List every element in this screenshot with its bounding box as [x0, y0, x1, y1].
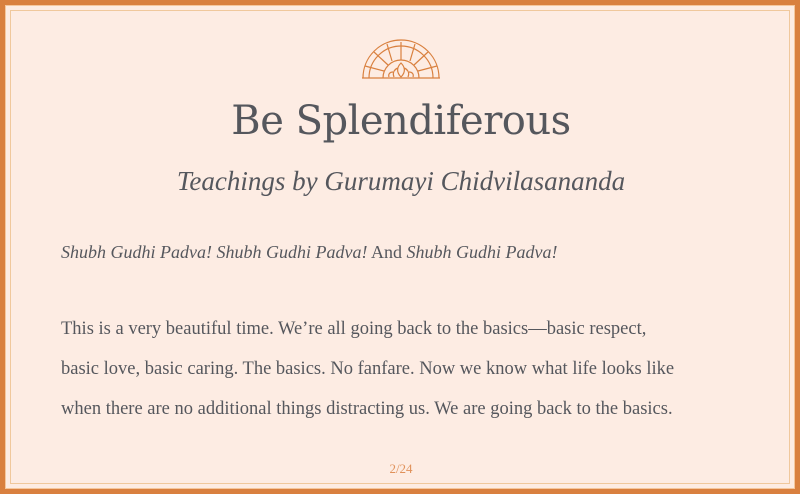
page-number: 2/24	[389, 461, 413, 476]
greeting-part-3: Shubh Gudhi Padva!	[406, 242, 558, 262]
greeting-part-2: Shubh Gudhi Padva!	[216, 242, 368, 262]
sunrise-lotus-emblem-icon	[361, 39, 441, 79]
slide-page	[5, 5, 795, 489]
body-line-3: when there are no additional things distracting us. We are going back to the basics.	[61, 399, 673, 419]
greeting-connector: And	[370, 242, 402, 262]
body-line-2: basic love, basic caring. The basics. No fanfare. Now we know what life looks like	[61, 359, 675, 379]
body-line-1: This is a very beautiful time. We’re all going back to the basics—basic respect,	[61, 319, 647, 339]
page-subtitle: Teachings by Gurumayi Chidvilasananda	[176, 166, 626, 196]
greeting-part-1: Shubh Gudhi Padva!	[61, 242, 212, 262]
page-title: Be Splendiferous	[231, 98, 571, 144]
body-paragraph	[61, 309, 761, 429]
greeting-line	[61, 242, 557, 263]
